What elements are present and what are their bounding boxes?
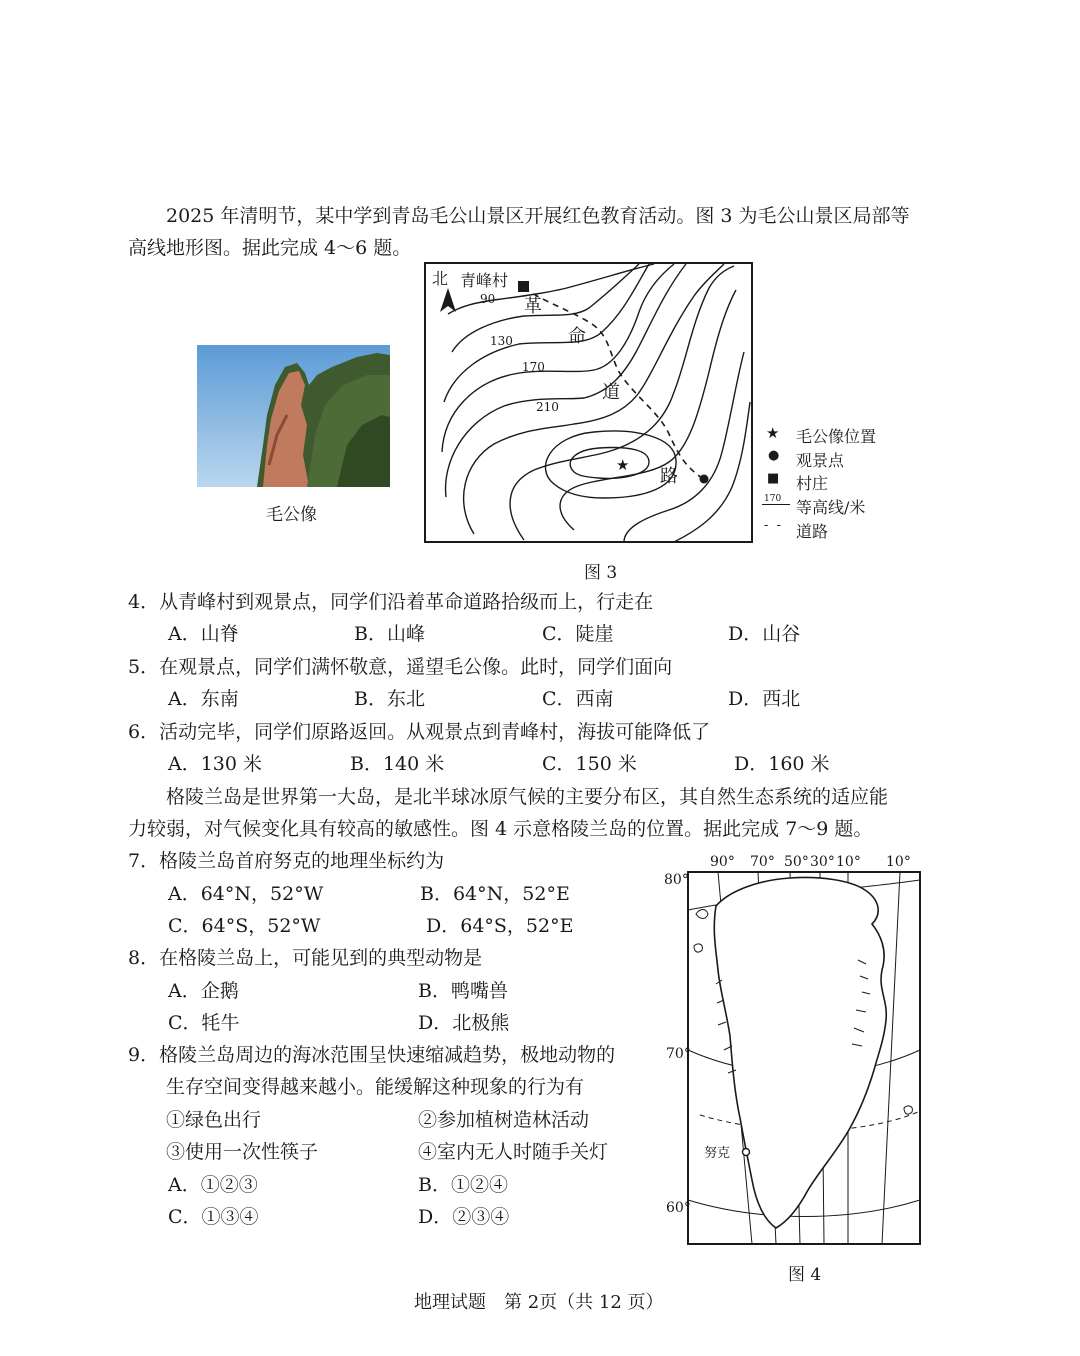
nuuk-marker [743, 1149, 750, 1156]
q5-stem: 5．在观景点，同学们满怀敬意，遥望毛公像。此时，同学们面向 [128, 656, 673, 678]
q7-option-c[interactable]: C．64°S，52°W [168, 915, 321, 937]
q4-option-b[interactable]: B．山峰 [354, 623, 425, 645]
lon-label-70: 70° [750, 854, 775, 870]
q8-option-a[interactable]: A．企鹅 [168, 980, 239, 1002]
q8-option-b[interactable]: B．鸭嘴兽 [418, 980, 508, 1002]
road-char-4: 路 [660, 466, 678, 487]
q8-option-c[interactable]: C．牦牛 [168, 1012, 240, 1034]
road-char-1: 革 [524, 296, 542, 317]
q4-option-c[interactable]: C．陡崖 [542, 623, 614, 645]
intro2-line2: 力较弱，对气候变化具有较高的敏感性。图 4 示意格陵兰岛的位置。据此完成 7～9 题。 [128, 818, 873, 840]
village-marker [518, 281, 529, 292]
q9-option-b[interactable]: B．①②④ [418, 1174, 508, 1196]
village-label: 青峰村 [460, 271, 509, 290]
q5-option-a[interactable]: A．东南 [168, 688, 239, 710]
lat-label-70: 70° [666, 1046, 691, 1062]
lon-label-90: 90° [710, 854, 735, 870]
lon-label-10w: 10° [836, 854, 861, 870]
statue-star-icon: ★ [616, 456, 630, 474]
contour-label-170: 170 [522, 360, 545, 374]
legend-contour-icon: 170 [764, 494, 782, 504]
lon-label-10e: 10° [886, 854, 911, 870]
intro1-line1: 2025 年清明节，某中学到青岛毛公山景区开展红色教育活动。图 3 为毛公山景区局部等 [166, 205, 910, 227]
legend-label-village: 村庄 [796, 474, 829, 493]
photo-caption: 毛公像 [266, 505, 317, 525]
contour-label-130: 130 [490, 334, 513, 348]
q9-option-c[interactable]: C．①③④ [168, 1206, 259, 1228]
road-char-3: 道 [602, 382, 620, 403]
legend-label-viewpoint: 观景点 [796, 451, 845, 470]
q5-option-c[interactable]: C．西南 [542, 688, 614, 710]
viewpoint-marker [700, 475, 709, 484]
q6-option-d[interactable]: D．160 米 [734, 753, 830, 775]
q4-stem: 4．从青峰村到观景点，同学们沿着革命道路拾级而上，行走在 [128, 591, 654, 613]
intro2-line1: 格陵兰岛是世界第一大岛，是北半球冰原气候的主要分布区，其自然生态系统的适应能 [166, 786, 889, 808]
q9-option-a[interactable]: A．①②③ [168, 1174, 258, 1196]
q5-option-d[interactable]: D．西北 [728, 688, 801, 710]
q8-option-d[interactable]: D．北极熊 [418, 1012, 510, 1034]
legend-square-icon: ■ [767, 471, 780, 486]
nuuk-label: 努克 [704, 1146, 731, 1161]
legend-label-road: 道路 [796, 522, 829, 541]
intro1-line2: 高线地形图。据此完成 4～6 题。 [128, 237, 412, 259]
q7-option-d[interactable]: D．64°S，52°E [426, 915, 574, 937]
legend-road-icon: - - [764, 518, 783, 533]
legend-star-icon: ★ [766, 424, 780, 442]
contour-label-90: 90 [480, 292, 496, 306]
q6-option-b[interactable]: B．140 米 [350, 753, 445, 775]
q6-option-c[interactable]: C．150 米 [542, 753, 637, 775]
legend-dot-icon: ● [768, 448, 780, 463]
q9-item-3: ③使用一次性筷子 [166, 1141, 319, 1163]
q4-option-a[interactable]: A．山脊 [168, 623, 239, 645]
contour-map [424, 262, 754, 544]
lat-label-60: 60° [666, 1200, 691, 1216]
q9-item-1: ①绿色出行 [166, 1109, 262, 1131]
page-footer: 地理试题 第 2页（共 12 页） [414, 1292, 664, 1313]
q7-option-a[interactable]: A．64°N，52°W [168, 883, 324, 905]
q9-option-d[interactable]: D．②③④ [418, 1206, 510, 1228]
q7-option-b[interactable]: B．64°N，52°E [420, 883, 570, 905]
legend-label-contour: 等高线/米 [796, 498, 866, 517]
lon-label-50: 50° [784, 854, 809, 870]
figure3-caption: 图 3 [584, 563, 618, 583]
lon-label-30: 30° [810, 854, 835, 870]
q9-item-4: ④室内无人时随手关灯 [418, 1141, 609, 1163]
figure4-caption: 图 4 [788, 1265, 822, 1285]
lat-label-80: 80° [664, 872, 689, 888]
contour-label-210: 210 [536, 400, 559, 414]
q4-option-d[interactable]: D．山谷 [728, 623, 801, 645]
q5-option-b[interactable]: B．东北 [354, 688, 425, 710]
q8-stem: 8．在格陵兰岛上，可能见到的典型动物是 [128, 947, 483, 969]
q6-option-a[interactable]: A．130 米 [168, 753, 263, 775]
q9-stem-line1: 9．格陵兰岛周边的海冰范围呈快速缩减趋势，极地动物的 [128, 1044, 616, 1066]
q7-stem: 7．格陵兰岛首府努克的地理坐标约为 [128, 850, 445, 872]
q6-stem: 6．活动完毕，同学们原路返回。从观景点到青峰村，海拔可能降低了 [128, 721, 711, 743]
statue-photo [197, 345, 390, 487]
greenland-map [660, 850, 930, 1250]
q9-item-2: ②参加植树造林活动 [418, 1109, 590, 1131]
legend-label-statue: 毛公像位置 [796, 427, 877, 446]
north-label: 北 [432, 269, 449, 288]
road-char-2: 命 [568, 326, 586, 347]
q9-stem-line2: 生存空间变得越来越小。能缓解这种现象的行为有 [166, 1076, 585, 1098]
